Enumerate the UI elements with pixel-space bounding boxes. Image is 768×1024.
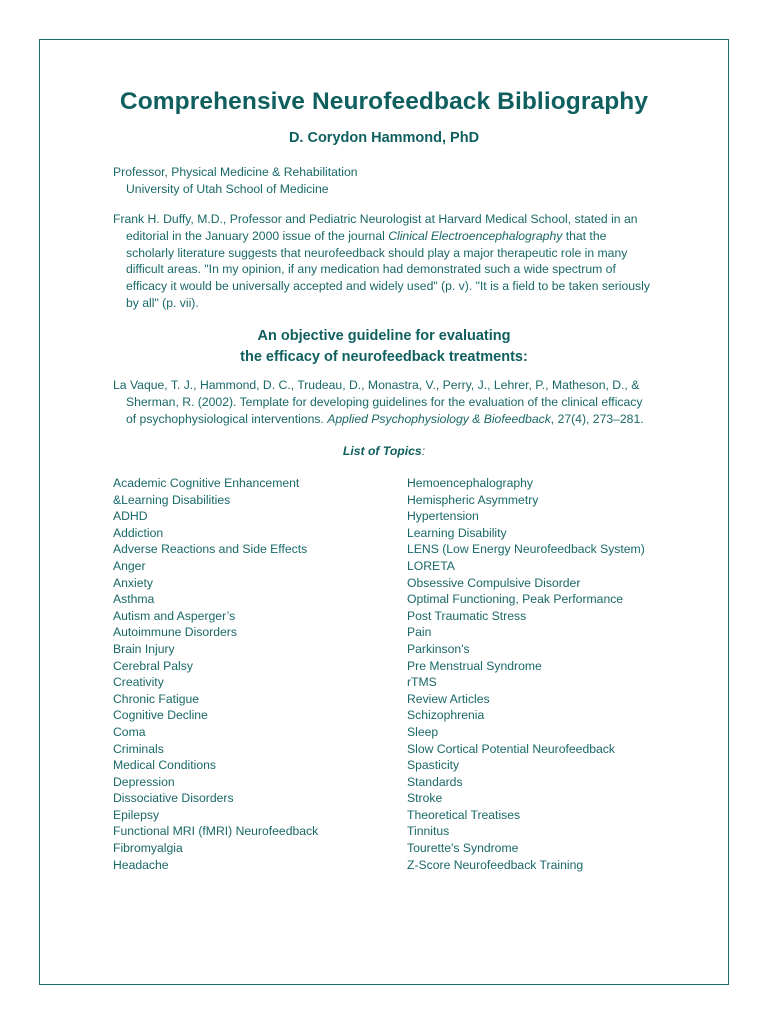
- topic-item: Criminals: [113, 741, 164, 756]
- topic-item: Brain Injury: [113, 641, 175, 656]
- document-title: Comprehensive Neurofeedback Bibliography: [119, 88, 649, 115]
- topic-item: Hemoencephalography: [407, 476, 534, 490]
- topic-item: Academic Cognitive Enhancement: [113, 476, 300, 490]
- topic-item: Anger: [113, 558, 146, 573]
- guideline-subheading: [0, 326, 768, 368]
- reference-line-2: Sherman, R. (2002). Template for developing guidelines for the evaluation of the clinical efficacy: [126, 394, 643, 409]
- topic-item: Obsessive Compulsive Disorder: [407, 575, 581, 590]
- topic-item: Optimal Functioning, Peak Performance: [407, 592, 624, 607]
- topic-item: Sleep: [407, 724, 439, 739]
- topic-item: Z-Score Neurofeedback Training: [407, 857, 584, 872]
- topic-item: Learning Disability: [407, 525, 507, 540]
- affiliation-line-2: University of Utah School of Medicine: [126, 181, 329, 196]
- topic-item: Pain: [407, 625, 432, 640]
- topic-item: Slow Cortical Potential Neurofeedback: [407, 741, 615, 756]
- duffy-line-1: Frank H. Duffy, M.D., Professor and Pediatric Neurologist at Harvard Medical School, stated in an: [113, 212, 638, 226]
- topic-item: Dissociative Disorders: [113, 791, 234, 806]
- journal-title-clinical-eeg: Clinical Electroencephalography: [388, 228, 563, 243]
- topic-item: Autism and Asperger’s: [113, 608, 236, 623]
- journal-title-applied-psychophysiology: Applied Psychophysiology & Biofeedback: [327, 411, 551, 426]
- affiliation-line-1: Professor, Physical Medicine & Rehabilitation: [113, 165, 358, 179]
- topic-item: Post Traumatic Stress: [407, 608, 527, 623]
- topic-item: Fibromyalgia: [113, 841, 183, 856]
- topic-item: Pre Menstrual Syndrome: [407, 658, 542, 673]
- topic-item: Schizophrenia: [407, 708, 485, 723]
- topic-item: Depression: [113, 774, 175, 789]
- topic-item: Adverse Reactions and Side Effects: [113, 542, 308, 557]
- duffy-quote-paragraph: [113, 211, 658, 312]
- topic-item: &Learning Disabilities: [113, 492, 231, 507]
- topic-item: Headache: [113, 857, 169, 872]
- topic-item: Standards: [407, 774, 463, 789]
- author-affiliation: [113, 164, 658, 198]
- topics-list-left: [113, 475, 318, 873]
- topic-item: Tourette's Syndrome: [407, 841, 519, 856]
- topic-item: Tinnitus: [407, 824, 450, 839]
- topic-item: Hypertension: [407, 509, 479, 524]
- topic-item: LENS (Low Energy Neurofeedback System): [407, 542, 645, 557]
- topic-item: Review Articles: [407, 691, 490, 706]
- reference-line-3: [113, 411, 658, 428]
- topics-list-right: [407, 475, 645, 873]
- topics-heading-text: List of Topics: [342, 444, 422, 458]
- topic-item: LORETA: [407, 558, 455, 573]
- topics-heading-colon: :: [421, 444, 426, 458]
- duffy-line-5: efficacy it would be universally accepted and widely used" (p. v). "It is a field to be taken seriously: [126, 279, 650, 294]
- topic-item: rTMS: [407, 675, 437, 690]
- topic-item: Stroke: [407, 791, 443, 806]
- lavaque-reference: [113, 377, 658, 427]
- duffy-line-4: difficult areas. "In my opinion, if any medication had demonstrated such a wide spectrum of: [126, 262, 616, 277]
- reference-line-3-post: , 27(4), 273–281.: [550, 411, 644, 426]
- topic-item: Addiction: [113, 525, 164, 540]
- topic-item: Parkinson's: [407, 641, 470, 656]
- topic-item: Functional MRI (fMRI) Neurofeedback: [113, 824, 319, 839]
- duffy-line-2-post: that the: [562, 228, 607, 243]
- topics-heading: [0, 444, 768, 458]
- topic-item: Theoretical Treatises: [407, 807, 521, 822]
- topic-item: Medical Conditions: [113, 758, 216, 773]
- topic-item: Anxiety: [113, 575, 153, 590]
- topic-item: Epilepsy: [113, 807, 160, 822]
- subheading-line-1: An objective guideline for evaluating: [257, 328, 511, 344]
- topic-item: ADHD: [113, 509, 148, 524]
- topic-item: Cerebral Palsy: [113, 658, 193, 673]
- topic-item: Asthma: [113, 592, 155, 607]
- reference-line-1: La Vaque, T. J., Hammond, D. C., Trudeau, D., Monastra, V., Perry, J., Lehrer, P., Matheson, D., &: [113, 378, 640, 392]
- topic-item: Creativity: [113, 675, 164, 690]
- topic-item: Cognitive Decline: [113, 708, 208, 723]
- duffy-line-2-pre: editorial in the January 2000 issue of the journal: [126, 228, 389, 243]
- author-name: D. Corydon Hammond, PhD: [288, 130, 480, 146]
- duffy-line-2: [113, 228, 658, 245]
- duffy-line-3: scholarly literature suggests that neurofeedback should play a major therapeutic role in many: [126, 245, 628, 260]
- topic-item: Chronic Fatigue: [113, 691, 200, 706]
- topic-item: Autoimmune Disorders: [113, 625, 237, 640]
- reference-line-3-pre: of psychophysiological interventions.: [126, 411, 328, 426]
- duffy-line-6: by all" (p. vii).: [126, 295, 199, 310]
- topic-item: Spasticity: [407, 758, 460, 773]
- subheading-line-2: the efficacy of neurofeedback treatments:: [240, 349, 528, 365]
- topic-item: Hemispheric Asymmetry: [407, 492, 539, 507]
- topic-item: Coma: [113, 724, 146, 739]
